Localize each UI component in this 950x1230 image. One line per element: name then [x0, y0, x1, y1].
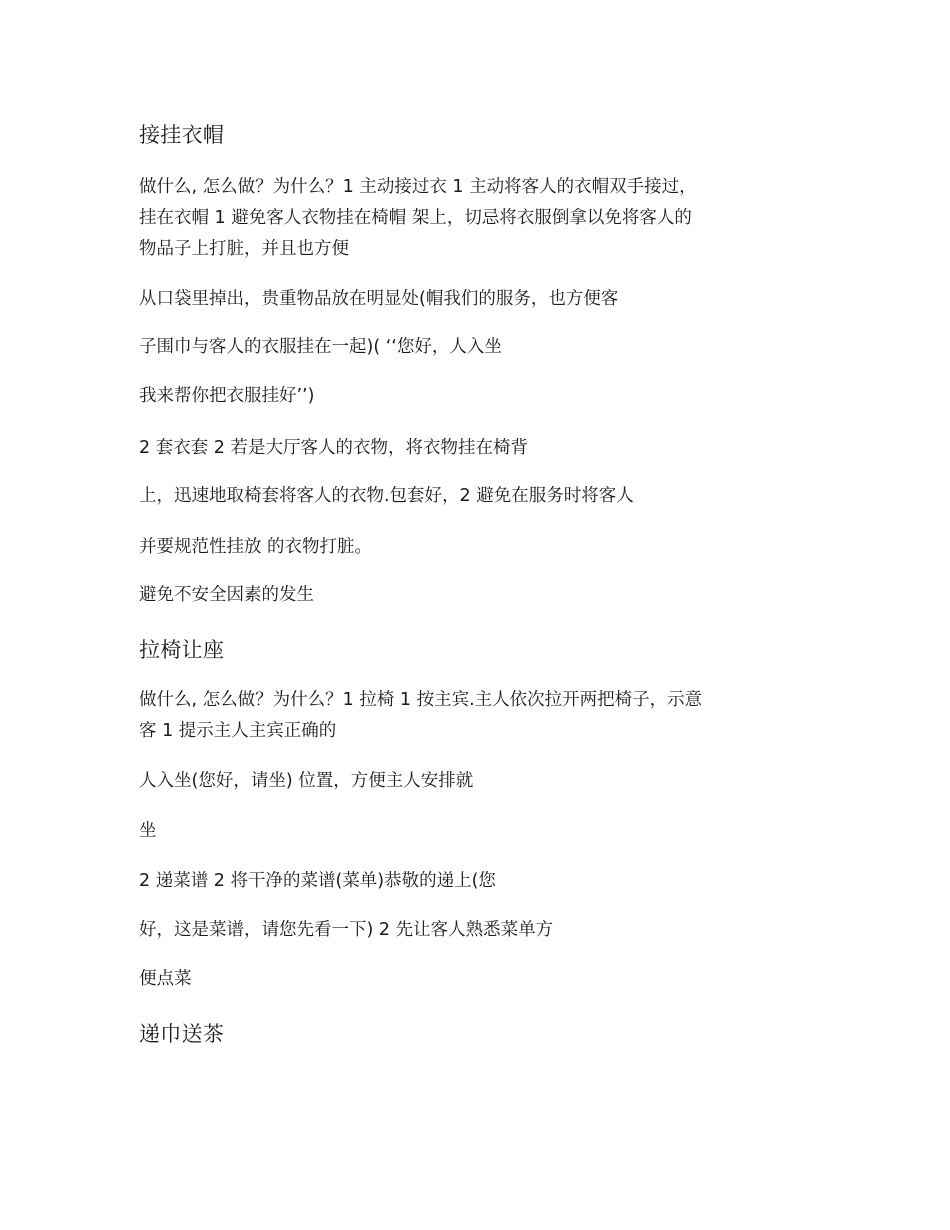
paragraph-line: 客 1 提示主人主宾正确的: [139, 721, 337, 741]
paragraph-line: 避免不安全因素的发生: [139, 585, 314, 605]
paragraph-line: 人入坐(您好，请坐) 位置，方便主人安排就: [139, 771, 474, 791]
paragraph-line: 坐: [139, 821, 157, 841]
paragraph-line: 子围巾与客人的衣服挂在一起)( ‘‘您好，人入坐: [139, 337, 502, 357]
paragraph-line: 上，迅速地取椅套将客人的衣物.包套好，2 避免在服务时将客人: [139, 486, 634, 506]
paragraph-line: 物品子上打脏，并且也方便: [139, 239, 349, 259]
paragraph-line: 挂在衣帽 1 避免客人衣物挂在椅帽 架上，切忌将衣服倒拿以免将客人的: [139, 208, 692, 228]
paragraph-line: 好，这是菜谱，请您先看一下) 2 先让客人熟悉菜单方: [139, 920, 554, 940]
paragraph-line: 并要规范性挂放 的衣物打脏。: [139, 537, 373, 557]
paragraph-line: 2 递菜谱 2 将干净的菜谱(菜单)恭敬的递上(您: [139, 871, 496, 891]
paragraph-line: 做什么, 怎么做？为什么？1 主动接过衣 1 主动将客人的衣帽双手接过，: [139, 177, 697, 197]
section-heading: 接挂衣帽: [139, 123, 225, 147]
section-heading: 拉椅让座: [139, 638, 225, 662]
section-heading: 递巾送茶: [139, 1022, 225, 1046]
paragraph-line: 便点菜: [139, 969, 192, 989]
paragraph-line: 我来帮你把衣服挂好’’): [139, 386, 315, 406]
paragraph-line: 从口袋里掉出，贵重物品放在明显处(帽我们的服务，也方便客: [139, 289, 619, 309]
paragraph-line: 2 套衣套 2 若是大厅客人的衣物，将衣物挂在椅背: [139, 438, 528, 458]
paragraph-line: 做什么, 怎么做？为什么？1 拉椅 1 按主宾.主人依次拉开两把椅子，示意: [139, 690, 703, 710]
